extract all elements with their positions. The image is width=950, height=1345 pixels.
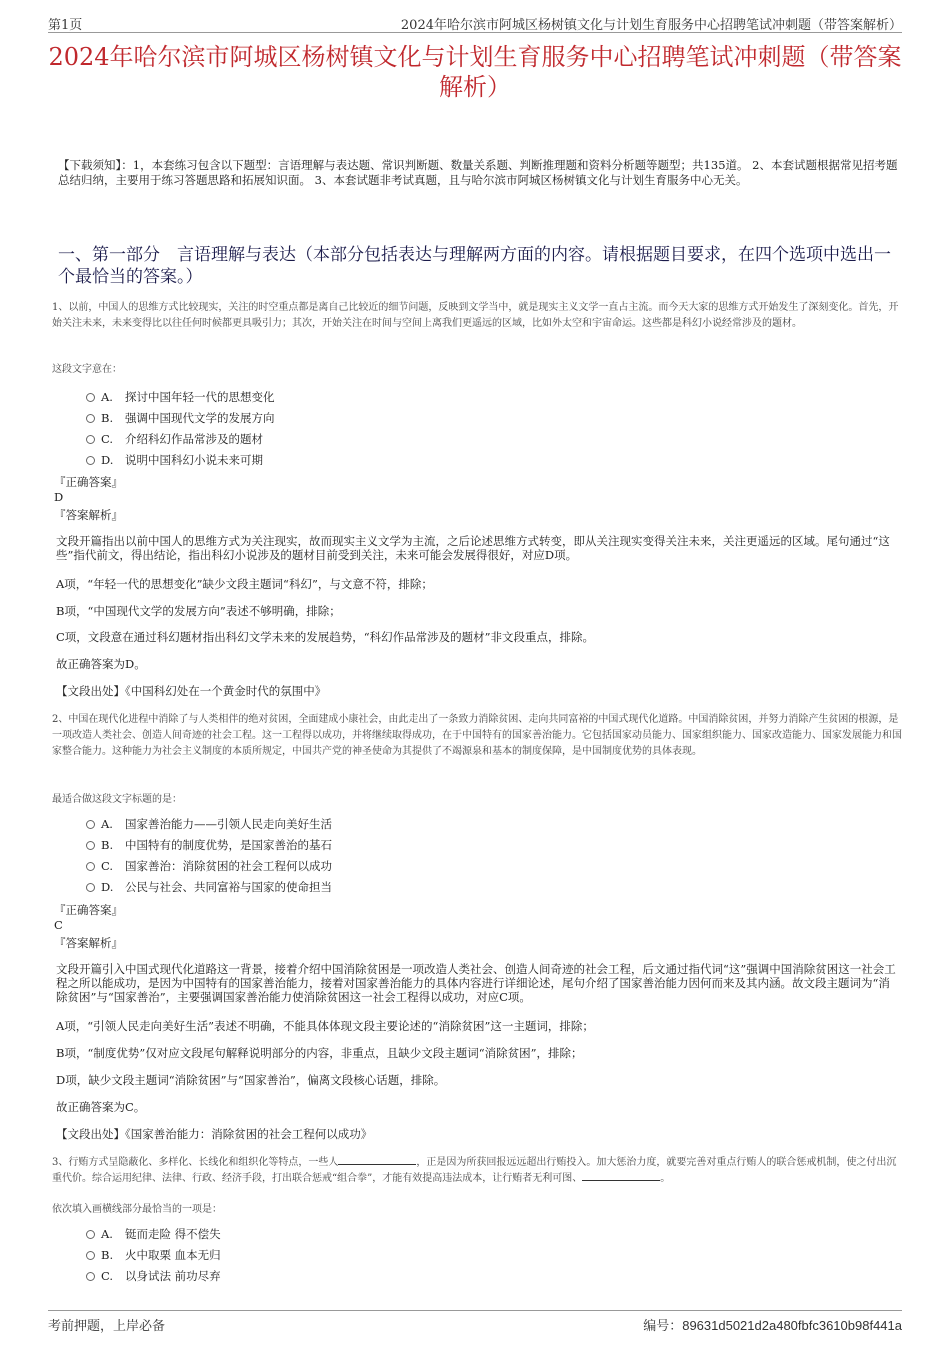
correct-answer: C bbox=[54, 918, 63, 932]
analysis-note: A项，“年轻一代的思想变化”缺少文段主题词“科幻”，与文意不符，排除； bbox=[56, 577, 433, 591]
document-code: 编号：89631d5021d2a480fbfc3610b98f441a bbox=[643, 1318, 902, 1333]
analysis-label: 『答案解析』 bbox=[54, 936, 123, 950]
download-notice: 【下载须知】：1，本套练习包含以下题型：言语理解与表达题、常识判断题、数量关系题、判断推理题和资料分析题等题型；共135道。 2、本套试题根据常见招考题总结归纳，主要用于练习答题思路和拓展知识面。 3、本套试题非考试真题，且与哈尔滨市阿城区杨树镇文化与计划生育服务中心无关。 bbox=[58, 158, 898, 187]
analysis-text: 文段开篇指出以前中国人的思维方式为关注现实，故而现实主义文学为主流，之后论述思维方式转变，即从关注现实变得关注未来，关注更遥远的区域。尾句通过“这些”指代前文，得出结论，指出科幻小说涉及的题材目前受到关注，未来可能会发展得很好，对应D项。 bbox=[56, 534, 890, 562]
option-b[interactable]: B. 中国特有的制度优势，是国家善治的基石 bbox=[86, 835, 332, 856]
analysis-conclusion: 故正确答案为C。 bbox=[56, 1100, 146, 1114]
radio-icon[interactable] bbox=[86, 414, 95, 423]
option-c[interactable]: C. 国家善治：消除贫困的社会工程何以成功 bbox=[86, 856, 332, 877]
analysis-conclusion: 故正确答案为D。 bbox=[56, 657, 146, 671]
analysis-note: D项，缺少文段主题词“消除贫困”与“国家善治”，偏离文段核心话题，排除。 bbox=[56, 1073, 446, 1087]
radio-icon[interactable] bbox=[86, 456, 95, 465]
page-footer bbox=[48, 1310, 902, 1335]
option-a[interactable]: A. 国家善治能力——引领人民走向美好生活 bbox=[86, 814, 332, 835]
analysis-label: 『答案解析』 bbox=[54, 508, 123, 522]
correct-answer: D bbox=[54, 490, 64, 504]
fill-blank bbox=[582, 1171, 660, 1181]
footer-slogan: 考前押题，上岸必备 bbox=[48, 1319, 166, 1334]
question-1-prompt: 这段文字意在： bbox=[52, 364, 122, 375]
question-3-options bbox=[86, 1224, 221, 1287]
radio-icon[interactable] bbox=[86, 862, 95, 871]
option-b[interactable]: B. 强调中国现代文学的发展方向 bbox=[86, 408, 275, 429]
header-doc-title: 2024年哈尔滨市阿城区杨树镇文化与计划生育服务中心招聘笔试冲刺题（带答案解析） bbox=[400, 18, 902, 33]
question-3-prompt: 依次填入画横线部分最恰当的一项是： bbox=[52, 1204, 222, 1215]
analysis-note: B项，“中国现代文学的发展方向”表述不够明确，排除； bbox=[56, 604, 341, 618]
radio-icon[interactable] bbox=[86, 841, 95, 850]
correct-answer-label: 『正确答案』 bbox=[54, 903, 123, 917]
option-c[interactable]: C. 介绍科幻作品常涉及的题材 bbox=[86, 429, 275, 450]
fill-blank bbox=[338, 1155, 416, 1165]
question-2-prompt: 最适合做这段文字标题的是： bbox=[52, 794, 182, 805]
radio-icon[interactable] bbox=[86, 1230, 95, 1239]
option-b[interactable]: B. 火中取栗 血本无归 bbox=[86, 1245, 221, 1266]
source-citation: 【文段出处】《国家善治能力：消除贫困的社会工程何以成功》 bbox=[56, 1127, 373, 1141]
radio-icon[interactable] bbox=[86, 1272, 95, 1281]
correct-answer-label: 『正确答案』 bbox=[54, 475, 123, 489]
analysis-note: A项，“引领人民走向美好生活”表述不明确，不能具体体现文段主要论述的“消除贫困”这一主题词，排除； bbox=[56, 1019, 594, 1033]
question-2-text: 2、中国在现代化进程中消除了与人类相伴的绝对贫困，全面建成小康社会，由此走出了一条致力消除贫困、走向共同富裕的中国式现代化道路。中国消除贫困，并努力消除产生贫困的根源，是一项改造人类社会、创造人间奇迹的社会工程。这一工程得以成功，并将继续取得成功，在于中国特有的国家善治能力。它包括国家动员能力、国家组织能力、国家改造能力、国家发展能力和国家整合能力。这种能力为社会主义制度的本质所规定，中国共产党的神圣使命为其提供了不竭源泉和基本的制度保障，是中国制度优势的具体表现。 bbox=[52, 714, 902, 757]
question-1-options bbox=[86, 387, 275, 471]
question-3-text: 3、行贿方式呈隐蔽化、多样化、长线化和组织化等特点，一些人 ，正是因为所获回报远远超出行贿投入。加大惩治力度，就要完善对重点行贿人的联合惩戒机制，使之付出沉重代价。综合运用纪律、法律、行政、经济手段，打出联合惩戒“组合拳”，才能有效提高违法成本，让行贿者无利可图、 。 bbox=[52, 1157, 897, 1184]
radio-icon[interactable] bbox=[86, 820, 95, 829]
option-c[interactable]: C. 以身试法 前功尽弃 bbox=[86, 1266, 221, 1287]
page-number: 第1页 bbox=[48, 18, 83, 33]
document-title: 2024年哈尔滨市阿城区杨树镇文化与计划生育服务中心招聘笔试冲刺题（带答案解析） bbox=[48, 43, 902, 101]
radio-icon[interactable] bbox=[86, 393, 95, 402]
page-header bbox=[48, 12, 902, 33]
question-2-options bbox=[86, 814, 332, 898]
section-heading: 一、第一部分 言语理解与表达（本部分包括表达与理解两方面的内容。请根据题目要求，在四个选项中选出一个最恰当的答案。） bbox=[58, 245, 891, 287]
radio-icon[interactable] bbox=[86, 435, 95, 444]
radio-icon[interactable] bbox=[86, 1251, 95, 1260]
question-1-text: 1、以前，中国人的思维方式比较现实，关注的时空重点都是离自己比较近的细节问题，反映到文学当中，就是现实主义文学一直占主流。而今天大家的思维方式开始发生了深刻变化。首先，开始关注未来，未来变得比以往任何时候都更具吸引力；其次，开始关注在时间与空间上离我们更遥远的区域，比如外太空和宇宙命运。这些都是科幻小说经常涉及的题材。 bbox=[52, 302, 899, 329]
analysis-note: C项，文段意在通过科幻题材指出科幻文学未来的发展趋势，“科幻作品常涉及的题材”非文段重点，排除。 bbox=[56, 630, 595, 644]
analysis-note: B项，“制度优势”仅对应文段尾句解释说明部分的内容，非重点，且缺少文段主题词“消除贫困”，排除； bbox=[56, 1046, 583, 1060]
source-citation: 【文段出处】《中国科幻处在一个黄金时代的氛围中》 bbox=[56, 684, 327, 698]
option-d[interactable]: D. 公民与社会、共同富裕与国家的使命担当 bbox=[86, 877, 332, 898]
radio-icon[interactable] bbox=[86, 883, 95, 892]
option-a[interactable]: A. 铤而走险 得不偿失 bbox=[86, 1224, 221, 1245]
analysis-text: 文段开篇引入中国式现代化道路这一背景，接着介绍中国消除贫困是一项改造人类社会、创造人间奇迹的社会工程，后文通过指代词“这”强调中国消除贫困这一社会工程之所以能成功，是因为中国特有的国家善治能力，接着对国家善治能力的具体内容进行详细论述，尾句介绍了国家善治能力因何而来及其内涵。故文段主题词为“消除贫困”与“国家善治”，主要强调国家善治能力使消除贫困这一社会工程得以成功，对应C项。 bbox=[56, 962, 896, 1004]
option-d[interactable]: D. 说明中国科幻小说未来可期 bbox=[86, 450, 275, 471]
option-a[interactable]: A. 探讨中国年轻一代的思想变化 bbox=[86, 387, 275, 408]
